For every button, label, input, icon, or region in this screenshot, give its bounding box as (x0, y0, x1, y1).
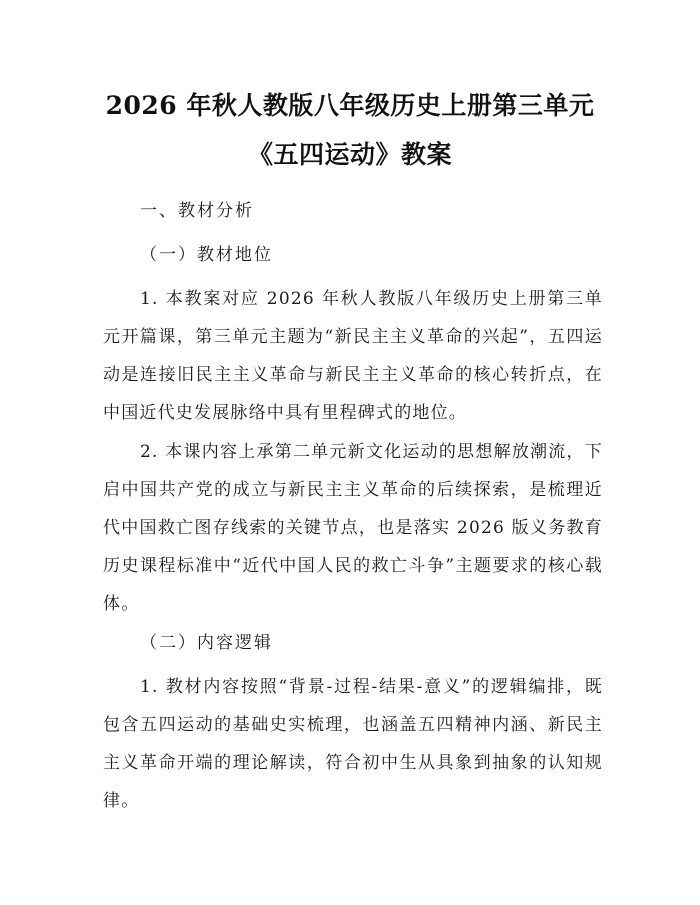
section-heading-textbook-analysis: 一、教材分析 (140, 201, 254, 221)
paragraph-logic-1: 1. 教材内容按照“背景-过程-结果-意义”的逻辑编排，既包含五四运动的基础史实梳理，也涵盖五四精神内涵、新民主主义革命开端的理论解读，符合初中生从具象到抽象的认知规律。 (103, 677, 603, 811)
paragraph-position-2: 2. 本课内容上承第二单元新文化运动的思想解放潮流，下启中国共产党的成立与新民主主义革命的后续探索，是梳理近代中国救亡图存线索的关键节点，也是落实 2026 版义务教育历史课程标准中“近代中国人民的救亡斗争”主题要求的核心载体。 (103, 442, 603, 614)
subsection-heading-content-logic: （二）内容逻辑 (140, 633, 273, 653)
paragraph-position-1: 1. 本教案对应 2026 年秋人教版八年级历史上册第三单元开篇课，第三单元主题为“新民主主义革命的兴起”，五四运动是连接旧民主主义革命与新民主主义革命的核心转折点，在中国近代史发展脉络中具有里程碑式的地位。 (103, 289, 603, 423)
subsection-heading-textbook-position: （一）教材地位 (140, 245, 273, 265)
document-title-line-1: 2026 年秋人教版八年级历史上册第三单元 (105, 91, 595, 120)
document-title-line-2: 《五四运动》教案 (247, 140, 452, 169)
